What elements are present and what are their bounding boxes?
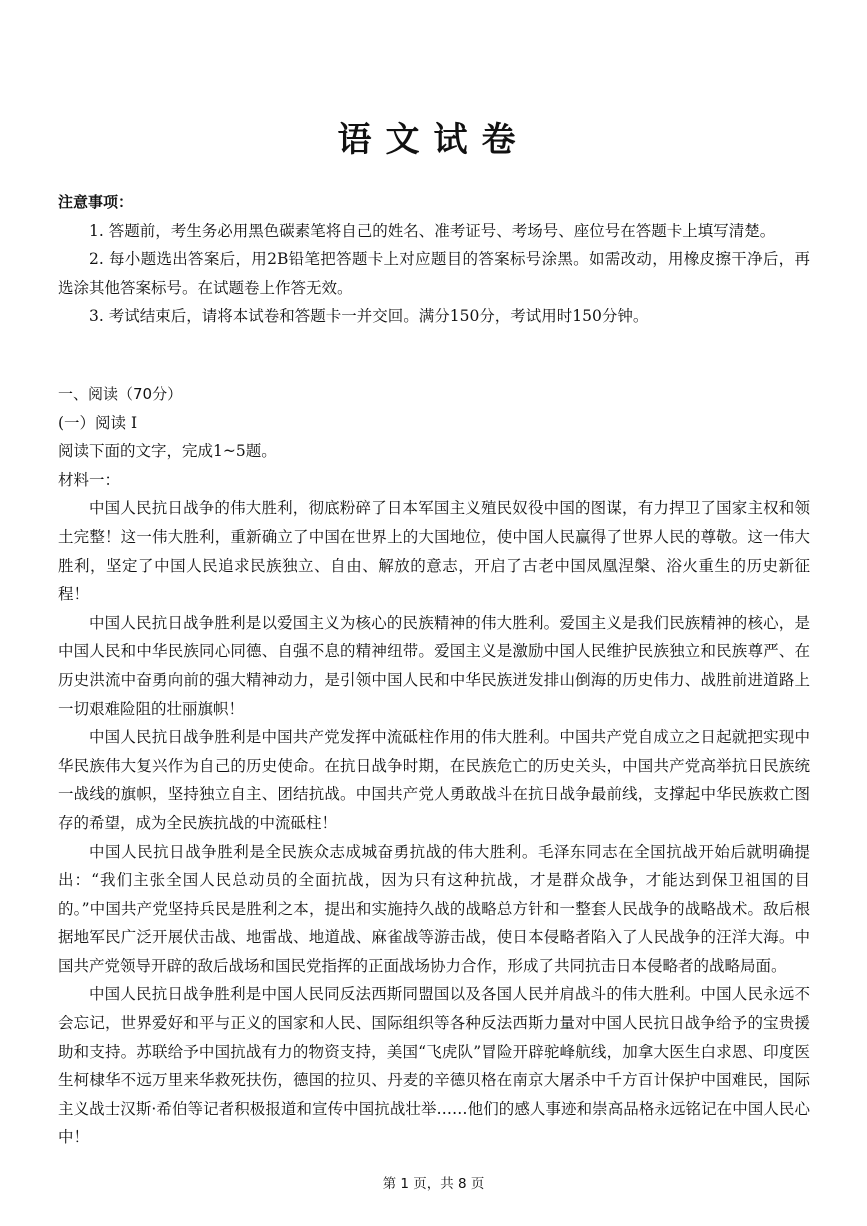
exam-title: 语文试卷 — [337, 120, 530, 160]
section-instruction: 阅读下面的文字，完成1~5题。 — [58, 442, 277, 461]
page-number-footer: 第 1 页，共 8 页 — [382, 1176, 485, 1192]
notice-section — [58, 188, 810, 331]
notice-item-2: 2. 每小题选出答案后，用2B铅笔把答题卡上对应题目的答案标号涂黑。如需改动，用橡皮擦干净后，再选涂其他答案标号。在试题卷上作答无效。 — [58, 250, 810, 297]
notice-heading: 注意事项： — [58, 193, 134, 211]
material-paragraph-5: 中国人民抗日战争胜利是中国人民同反法西斯同盟国以及各国人民并肩战斗的伟大胜利。中国人民永远不会忘记，世界爱好和平与正义的国家和人民、国际组织等各种反法西斯力量对中国人民抗日战争给予的宝贵援助和支持。苏联给予中国抗战有力的物资支持，美国“飞虎队”冒险开辟驼峰航线，加拿大医生白求恩、印度医生柯棣华不远万里来华救死扶伤，德国的拉贝、丹麦的辛德贝格在南京大屠杀中千方百计保护中国难民，国际主义战士汉斯·希伯等记者积极报道和宣传中国抗战壮举……他们的感人事迹和崇高品格永远铭记在中国人民心中！ — [58, 985, 810, 1147]
notice-item-1: 1. 答题前，考生务必用黑色碳素笔将自己的姓名、准考证号、考场号、座位号在答题卡上填写清楚。 — [89, 221, 776, 240]
section-heading: 一、阅读（70分） — [58, 385, 183, 403]
material-paragraph-4: 中国人民抗日战争胜利是全民族众志成城奋勇抗战的伟大胜利。毛泽东同志在全国抗战开始后就明确提出：“我们主张全国人民总动员的全面抗战，因为只有这种抗战，才是群众战争，才能达到保卫祖国的目的。”中国共产党坚持兵民是胜利之本，提出和实施持久战的战略总方针和一整套人民战争的战略战术。敌后根据地军民广泛开展伏击战、地雷战、地道战、麻雀战等游击战，使日本侵略者陷入了人民战争的汪洋大海。中国共产党领导开辟的敌后战场和国民党指挥的正面战场协力合作，形成了共同抗击日本侵略者的战略局面。 — [58, 842, 810, 975]
notice-item-3: 3. 考试结束后，请将本试卷和答题卡一并交回。满分150分，考试用时150分钟。 — [89, 307, 649, 326]
reading-section — [58, 380, 810, 1152]
material-paragraph-3: 中国人民抗日战争胜利是中国共产党发挥中流砥柱作用的伟大胜利。中国共产党自成立之日起就把实现中华民族伟大复兴作为自己的历史使命。在抗日战争时期，在民族危亡的历史关头，中国共产党高举抗日民族统一战线的旗帜，坚持独立自主、团结抗战。中国共产党人勇敢战斗在抗日战争最前线，支撑起中华民族救亡图存的希望，成为全民族抗战的中流砥柱！ — [58, 728, 810, 832]
material-paragraph-2: 中国人民抗日战争胜利是以爱国主义为核心的民族精神的伟大胜利。爱国主义是我们民族精神的核心，是中国人民和中华民族同心同德、自强不息的精神纽带。爱国主义是激励中国人民维护民族独立和民族尊严、在历史洪流中奋勇向前的强大精神动力，是引领中国人民和中华民族迸发排山倒海的历史伟力、战胜前进道路上一切艰难险阻的壮丽旗帜！ — [58, 613, 810, 718]
material-label: 材料一： — [58, 470, 121, 489]
section-subheading: (一）阅读 I — [58, 413, 138, 432]
material-paragraph-1: 中国人民抗日战争的伟大胜利，彻底粉碎了日本军国主义殖民奴役中国的图谋，有力捍卫了国家主权和领土完整！这一伟大胜利，重新确立了中国在世界上的大国地位，使中国人民赢得了世界人民的尊敬。这一伟大胜利，坚定了中国人民追求民族独立、自由、解放的意志，开启了古老中国凤凰涅槃、浴火重生的历史新征程！ — [58, 499, 810, 604]
